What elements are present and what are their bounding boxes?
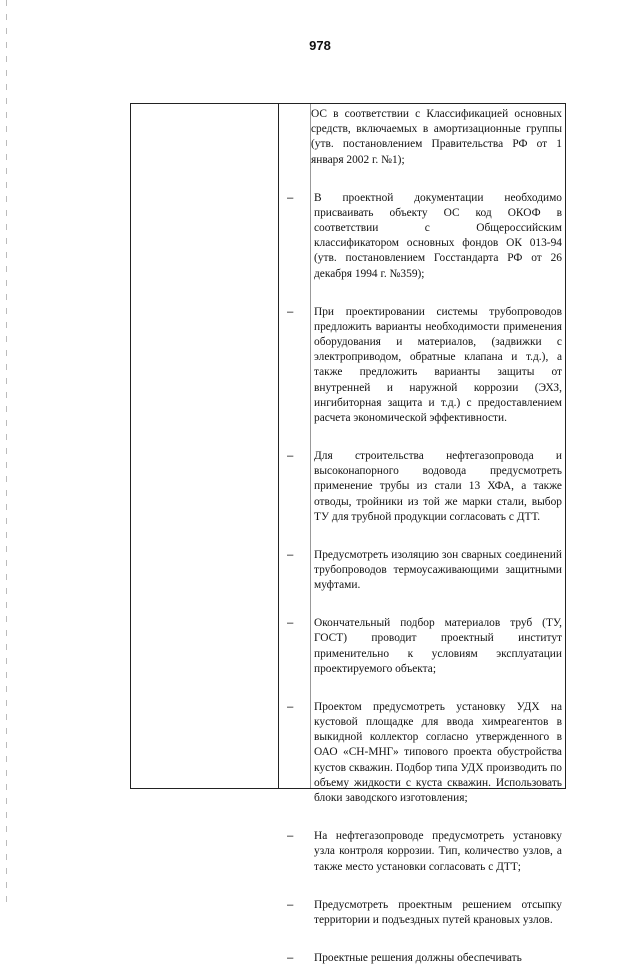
paragraph-gap (311, 525, 562, 548)
paragraph-gap (311, 806, 562, 829)
paragraph-gap (311, 282, 562, 305)
bullet-dash: – (287, 951, 294, 964)
requirement-paragraph (287, 898, 562, 928)
requirement-paragraph (287, 829, 562, 875)
paragraph-text: При проектировании системы трубопроводов предложить варианты необходимости применения оборудования и материалов, (задвижки с электроприводом, обратные клапана и т.д.), а также предложить варианты защиты от внутренней и наружной коррозии (ЭХЗ, ингибиторная защита и т.д.) с предоставлением расчета экономической эффективности. (314, 305, 562, 425)
paragraph-text: На нефтегазопроводе предусмотреть установку узла контроля коррозии. Тип, количество узлов, а также место установки согласовать с ДТТ; (314, 830, 562, 873)
requirement-paragraph (287, 548, 562, 594)
requirement-paragraph (287, 951, 562, 966)
bullet-dash: – (287, 898, 294, 911)
requirement-paragraph (287, 305, 562, 427)
requirement-paragraph (287, 191, 562, 282)
paragraph-gap (311, 677, 562, 700)
paragraph-gap (311, 875, 562, 898)
bullet-dash: – (287, 191, 294, 204)
paragraph-text: Предусмотреть проектным решением отсыпку территории и подъездных путей крановых узлов. (314, 898, 562, 926)
bullet-dash: – (287, 450, 294, 463)
paragraph-text: Окончательный подбор материалов труб (ТУ, ГОСТ) проводит проектный институт применительно к условиям эксплуатации проектируемого объекта; (314, 617, 562, 675)
requirement-paragraph (287, 449, 562, 525)
bullet-dash: – (287, 700, 294, 713)
scan-edge (6, 0, 7, 905)
bullet-dash: – (287, 830, 294, 843)
requirement-paragraph (311, 107, 562, 168)
bullet-dash: – (287, 617, 294, 630)
requirement-paragraph (287, 616, 562, 677)
paragraph-text: Проектом предусмотреть установку УДХ на кустовой площадке для ввода химреагентов в выкидной коллектор согласно утвержденного в ОАО «СН-МНГ» типового проекта обустройства кустов скважин. Подбор типа УДХ производить по объему жидкости с куста скважин. Использовать блоки заводского изготовления; (314, 700, 562, 805)
paragraph-text: Предусмотреть изоляцию зон сварных соединений трубопроводов термоусаживающими защитными муфтами. (314, 548, 562, 592)
paragraph-text: ОС в соответствии с Классификацией основных средств, включаемых в амортизационные группы (утв. постановлением Правительства РФ от 1 января 2002 г. №1); (311, 108, 562, 166)
column-divider (278, 104, 279, 788)
paragraph-gap (311, 426, 562, 449)
paragraph-gap (311, 168, 562, 191)
page-number: 978 (309, 38, 331, 53)
requirements-table (130, 103, 566, 964)
paragraph-gap (311, 928, 562, 951)
paragraph-text: Проектные решения должны обеспечивать (314, 951, 522, 964)
paragraph-text: В проектной документации необходимо присваивать объекту ОС код ОКОФ в соответствии с Общероссийским классификатором основных фондов ОК 013-94 (утв. постановлением Госстандарта РФ от 26 декабря 1994 г. №359); (314, 191, 562, 280)
bullet-dash: – (287, 305, 294, 318)
paragraph-text: Для строительства нефтегазопровода и высоконапорного водовода предусмотреть применение трубы из стали 13 ХФА, а также отводы, тройники из той же марки стали, выбор ТУ для трубной продукции согласовать с ДТТ. (314, 450, 562, 523)
requirement-paragraph (287, 700, 562, 806)
requirements-text (287, 107, 562, 966)
paragraph-gap (311, 593, 562, 616)
bullet-dash: – (287, 548, 294, 561)
